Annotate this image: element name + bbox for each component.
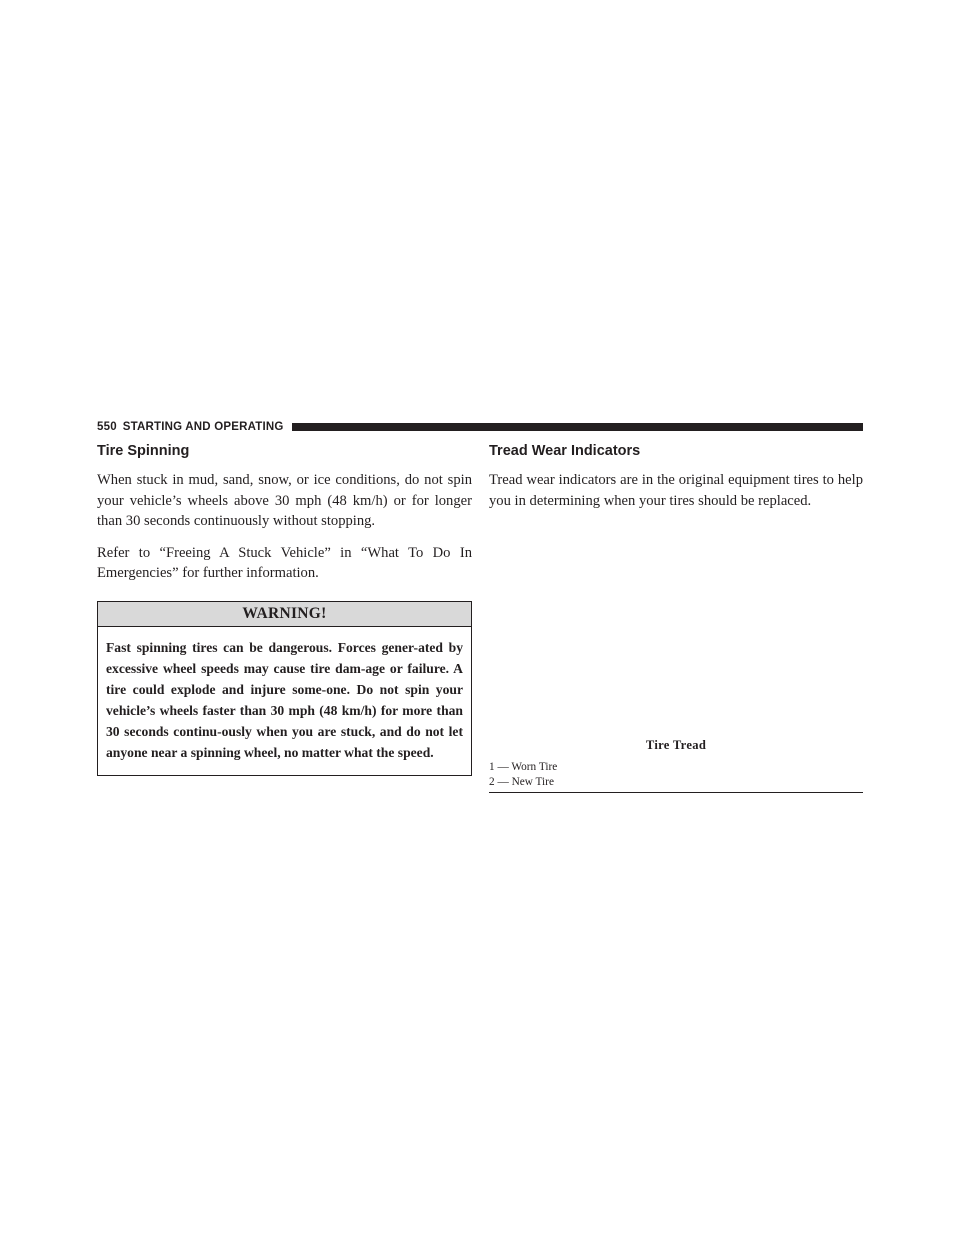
- tire-spinning-paragraph-2: Refer to “Freeing A Stuck Vehicle” in “What To Do In Emergencies” for further information.: [97, 544, 472, 581]
- left-column: [97, 442, 472, 776]
- warning-title: WARNING!: [98, 602, 471, 627]
- tread-wear-paragraph: Tread wear indicators are in the original equipment tires to help you in determining when your tires should be replaced.: [489, 472, 863, 509]
- right-column: [489, 442, 863, 522]
- legend-item-worn-tire: 1 — Worn Tire: [489, 761, 558, 773]
- page-header: [97, 419, 863, 435]
- legend-item-new-tire: 2 — New Tire: [489, 776, 554, 788]
- tread-wear-heading: Tread Wear Indicators: [489, 443, 641, 459]
- tire-spinning-heading: Tire Spinning: [97, 443, 190, 459]
- warning-body: Fast spinning tires can be dangerous. Forces gener-ated by excessive wheel speeds may cause tire dam-age or failure. A tire could explode and injure some-one. Do not spin your vehicle’s wheels faster than 30 mph (48 km/h) for more than 30 seconds continu-ously when you are stuck, and do not let anyone near a spinning wheel, no matter what the speed.: [106, 639, 463, 760]
- figure-caption: Tire Tread: [645, 738, 707, 752]
- page-number: 550: [97, 421, 117, 433]
- header-rule: [292, 423, 863, 431]
- section-title: STARTING AND OPERATING: [122, 421, 284, 433]
- tire-spinning-paragraph-1: When stuck in mud, sand, snow, or ice conditions, do not spin your vehicle’s wheels above 30 mph (48 km/h) or for longer than 30 seconds continuously without stopping.: [97, 472, 472, 529]
- warning-box: [97, 601, 472, 776]
- figure-legend: [489, 760, 863, 793]
- legend-rule: [489, 792, 863, 793]
- tire-tread-figure: [489, 526, 863, 736]
